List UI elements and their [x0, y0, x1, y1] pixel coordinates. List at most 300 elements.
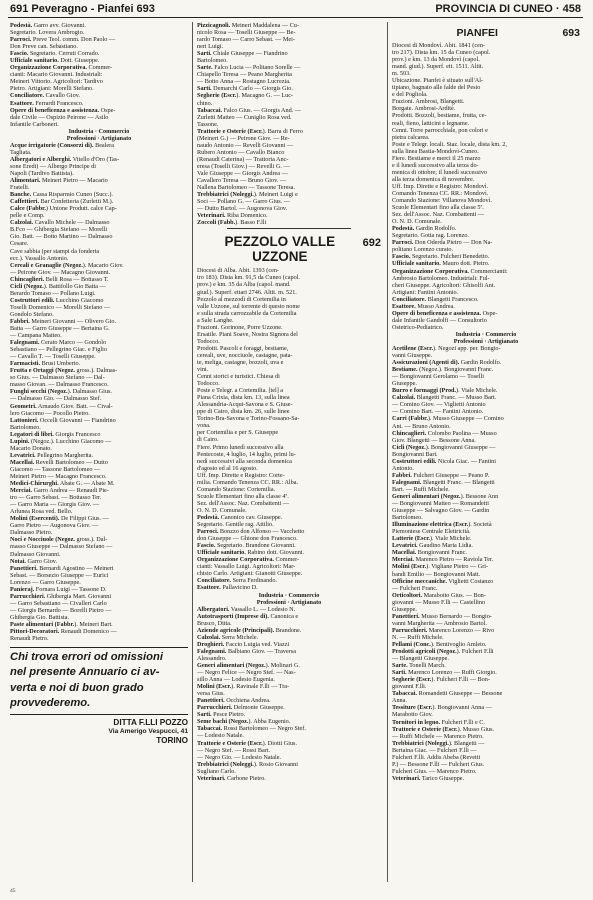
- entry-line: Illuminazione elettrica (Escr.). Società: [392, 521, 492, 529]
- header-rule: [8, 17, 583, 18]
- entry-line: Tagliata.: [10, 148, 32, 156]
- entry-line: Paste alimentari (Fabbr.). Meineri Bart.: [10, 620, 113, 628]
- notice-line: nel presente Annuario ci av-: [10, 666, 160, 679]
- entry-line: e il lunedì successivo alla terza do-: [392, 161, 479, 169]
- entry-line: a Sale Langhe.: [197, 316, 234, 324]
- entry-line: Dalmasso Giovanni.: [10, 550, 61, 558]
- entry-line: Trebbiatrici (Noleggi.). Meineri Luigi e: [197, 191, 298, 199]
- entry-line: Conciliatore. Blangetti Francesco.: [392, 295, 479, 303]
- entry-line: cianti: Vassallo Luigi. Agricoltori: Mar-: [197, 563, 296, 571]
- entry-line: Sarti. Chiale Giuseppe — Fiandrino: [197, 50, 288, 58]
- entry-line: Torino-Bra-Savona e Torino-Fossano-Sa-: [197, 415, 300, 423]
- column-peveragno: [10, 22, 188, 896]
- entry-line: — Peirone Giov. — Macagno Giovanni.: [10, 268, 111, 276]
- entry-line: vanni Giuseppe.: [392, 352, 433, 360]
- entry-line: Macario Donato.: [10, 444, 52, 452]
- entry-line: Cesare.: [10, 240, 29, 248]
- entry-line: Anna.: [392, 697, 407, 705]
- entry-line: Panettieri. Musso Bernardo — Bongio-: [392, 612, 492, 620]
- town-number: 693: [562, 27, 580, 39]
- entry-line: Bartolomeo.: [197, 57, 228, 65]
- entry-line: ppe di Cairo, dista km. 26, sulle linee: [197, 408, 290, 416]
- entry-line: Artigiani: Fantini Antonio.: [392, 288, 459, 296]
- town-heading-pianfei: [392, 27, 580, 39]
- advertiser-address: Via Amerigo Vespucci, 41: [108, 727, 188, 735]
- entry-line: vona.: [197, 422, 211, 430]
- entry-line: alla terza domenica di novembre.: [392, 175, 475, 183]
- entry-line: Lupini. (Negoz.). Lucchino Giacomo —: [10, 437, 112, 445]
- entry-line: O. N. D. Comunale.: [197, 506, 247, 514]
- entry-line: Geometri. Arnaudo Giov. Batt. — Cival-: [10, 402, 113, 410]
- entry-line: tipiano, bagnato alle falde del Pesio: [392, 84, 481, 92]
- entry-line: Sarti. Demarchi Carlo — Giorgis Gio.: [197, 85, 293, 93]
- entry-line: Prodotti. Pascoli e foraggi, bestiame,: [197, 344, 289, 352]
- entry-line: Organizzazione Corporativa. Commer-: [10, 64, 113, 72]
- section-heading: Professioni · Artigianato: [256, 598, 322, 606]
- entry-line: Tessiture (Escr.). Bongiovanni Anna —: [392, 704, 492, 712]
- entry-line: Tornitori in legno. Fulcheri F.lli e C.: [392, 718, 485, 726]
- entry-line: Pittori-Decoratori. Renaudi Domenico —: [10, 628, 117, 636]
- entry-line: Cicli (Negoz.). Battifollo Gio Batta —: [10, 282, 106, 290]
- entry-line: Meineri Vittorio. Agricoltori: Tardivo: [10, 78, 103, 86]
- entry-line: Noci e Nocciuole (Negoz. gross.). Dal-: [10, 536, 108, 544]
- column-divider: [192, 22, 193, 882]
- entry-line: Veterinari. Riba Domenico.: [197, 212, 268, 220]
- section-rule: [227, 228, 351, 229]
- entry-line: Legatori di libri. Giorgis Francesco: [10, 430, 101, 438]
- entry-line: Organizzazione Corporativa. Commer-: [197, 556, 300, 564]
- entries-pezzolo: [197, 267, 381, 781]
- entry-line: so Gius. — Dalmasso Stefano — Dal-: [10, 374, 105, 382]
- entry-line: Segretario. Gentile rag. Attilio.: [197, 521, 274, 529]
- entry-line: Ufficiale sanitario. Dott. Giuseppe.: [10, 57, 100, 65]
- entry-line: Lattonieri. Occelli Giovanni — Fiandrino: [10, 416, 116, 424]
- entry-line: Tabaccai. Rossi Bartolomeo — Negro Stef.: [197, 725, 306, 733]
- entry-line: Ambrosio Bartolomeo. Industriali: Ful-: [392, 274, 490, 282]
- entry-line: nicolo Rosa — Toselli Giuseppe — Be-: [197, 29, 296, 37]
- entry-line: Merciai. Marenco Pietro — Raviola Ter.: [392, 556, 494, 564]
- entry-line: Chiapello Teresa — Peano Margherita: [197, 71, 292, 79]
- entry-line: eresa (Toselli Giov.) — Revelli G. —: [197, 162, 290, 170]
- entry-line: Fascio. Segretario. Fulcheri Benedetto.: [392, 253, 490, 261]
- entry-line: Officine meccaniche. Viglietti Costanzo: [392, 577, 494, 585]
- entry-line: Poste e Telegr. locali. Staz. locale, dista km. 2,: [392, 140, 507, 148]
- entry-line: Chincaglieri. Belli Rosa — Bottasso T.: [10, 275, 109, 283]
- entry-line: Parrucchieri. Marenco Lorenzo — Rivo: [392, 626, 495, 634]
- entry-line: Pellami (Conc.). Bentivoglio Amleto.: [392, 640, 487, 648]
- entry-line: — Bongiovanni Gerolamo — Toselli: [392, 373, 484, 381]
- entry-line: Todocco.: [197, 380, 220, 388]
- entry-line: Trattorie e Osterie (Escr.). Musso Gius.: [392, 725, 495, 733]
- entry-line: Trebbiatrici (Noleggi.). Blangetti —: [392, 739, 485, 747]
- entry-line: sone Eredi) — Albergo Principe di: [10, 162, 96, 170]
- entry-line: Giuseppe.: [392, 380, 417, 388]
- entry-line: versa Gius.: [197, 690, 225, 698]
- entry-line: Falegnami. Blangetti Franc. — Blangetti: [392, 478, 495, 486]
- entry-line: prov.) e km. 13 da Mondovì (capol.: [392, 56, 480, 64]
- running-header-left: 691 Peveragno - Pianfei 693: [10, 3, 155, 15]
- entry-line: reali, fieno, latticini e legname.: [392, 119, 470, 127]
- entry-line: Don Preve can. Sebastiano.: [10, 43, 78, 51]
- entry-line: Zoccoli (Fabb.). Basso F.lli: [197, 219, 267, 227]
- entry-line: Alessandro.: [197, 654, 227, 662]
- entry-line: giovanni F.lli.: [392, 683, 427, 691]
- entry-line: neri Luigi.: [197, 43, 224, 51]
- entry-line: Levatrici. Gaudino Maria Lidia.: [392, 542, 473, 550]
- entry-line: Pietro. Artigiani: Morelli Stefano.: [10, 85, 94, 93]
- entry-line: Aziende agricole (Principali). Brandone.: [197, 626, 302, 634]
- entry-line: Nallena Bartolomeo — Tassone Teresa.: [197, 184, 296, 192]
- entry-line: m. 503.: [392, 70, 411, 78]
- entry-line: Veterinari. Carbone Pietro.: [197, 774, 266, 782]
- entry-line: Fulcheri Gius. — Marenco Pietro.: [392, 767, 477, 775]
- entry-line: — Lodesio Natale.: [197, 732, 244, 740]
- entry-line: Sarti. Marenco Lorenzo — Ruffi Giorgio.: [392, 669, 497, 677]
- entry-line: Albergatori. Vassallo L. — Lodesio N.: [197, 605, 296, 613]
- entry-line: Panettieri. Bernardi Agostino — Meineri: [10, 564, 114, 572]
- entry-line: — Garro Maria — Giorgis Giov. —: [10, 501, 100, 509]
- section-heading: Industria · Commercio: [68, 127, 130, 135]
- entry-line: Renaudi Pietro.: [10, 635, 49, 643]
- entry-line: (Renaudi Caterina) — Trattoria Anc-: [197, 155, 289, 163]
- entry-line: — Negro Felice — Negro Stef. — Nas-: [197, 669, 296, 677]
- entry-line: Falegnami. Cerato Marco — Gondolo: [10, 339, 107, 347]
- entry-line: (Meineri G.) — Peirone Giov. — Re-: [197, 134, 290, 142]
- entry-line: Pentecoste, 4 luglio, 14 luglio, primi lu-: [197, 450, 296, 458]
- entry-line: Piemontese Centrale Elettricità.: [392, 528, 471, 536]
- entry-line: Tabaccai. Romandetti Giuseppe — Bessone: [392, 690, 503, 698]
- entry-line: Medici-Chirurghi. Abate G. — Abate M.: [10, 480, 115, 488]
- entry-line: menica di ottobre; il lunedì successivo: [392, 168, 488, 176]
- entry-line: Sugliano Carlo.: [197, 767, 236, 775]
- entry-line: Trattorie e Osterie (Escr.). Diotti Gius.: [197, 739, 298, 747]
- entry-line: Conciliatore. Serra Ferdinando.: [197, 577, 277, 585]
- entry-line: pelle e Comp.: [10, 212, 45, 220]
- entry-line: Costruttori edili. Nicola Giac. — Fantini: [392, 457, 496, 465]
- entry-line: Rubero Antonio — Cavallo Bianco: [197, 148, 285, 156]
- entry-line: Fabbri. Fulcheri Giuseppe — Peano P.: [392, 471, 490, 479]
- entry-line: Calce (Fabbr.) Unione Produtt. calce Cap-: [10, 205, 117, 213]
- entry-line: Gio. Batt. — Botto Martino — Dalmasso: [10, 233, 113, 241]
- entry-line: — Botto Anna — Rostagno Lucrezia.: [197, 78, 291, 86]
- entry-line: Bartolomeo.: [392, 514, 423, 522]
- entry-line: e sulla strada carrozzabile da Cortemilia: [197, 309, 297, 317]
- town-name: PIANFEI: [456, 27, 498, 39]
- entry-line: Podestà. Garro avv. Giovanni.: [10, 22, 86, 29]
- advertiser-city: TORINO: [156, 735, 188, 745]
- entry-line: Albergatori e Alberghi. Vitello d'Oro (Tas-: [10, 155, 120, 163]
- town-number: 692: [362, 237, 381, 250]
- entry-line: Fiere. Bestiame e merci il 25 marzo: [392, 154, 481, 162]
- entry-line: Calzolai. Blangetti Franc. — Musso Bart.: [392, 394, 497, 402]
- entry-line: chisio Carlo. Artigiani: Gianotti Giuseppe.: [197, 570, 303, 578]
- entry-line: Lorenzo — Garro Giuseppe.: [10, 578, 81, 586]
- entry-line: Vale Giuseppe — Giorgis Andrea —: [197, 169, 288, 177]
- entry-line: Falegnami. Balbiano Giov. — Traversa: [197, 647, 296, 655]
- entry-line: prov.) e km. 35 da Alba (capol. mand.: [197, 281, 291, 289]
- entry-line: Sez. dell'Assoc. Naz. Combattenti —: [197, 499, 290, 507]
- entries-pianfei: [392, 42, 580, 782]
- entry-line: Frazioni. Gorinone, Porre Uzzone.: [197, 323, 283, 331]
- entry-line: Trattorie e Osterie (Escr.). Barra di Ferro: [197, 127, 303, 135]
- entries-peveragno-continued: [197, 22, 381, 226]
- entry-line: bandi Emilio — Bongiovanni Matt.: [392, 570, 481, 578]
- entry-line: Fascio. Segretario. Cerruti Corrado.: [10, 50, 100, 58]
- entry-line: Macellai. Revelli Bartolomeo — Dutto: [10, 458, 108, 466]
- column-divider: [387, 22, 388, 882]
- entry-line: — Cavallo T. — Toselli Giuseppe.: [10, 353, 96, 361]
- entry-line: Veterinari. Tarico Giuseppe.: [392, 774, 465, 782]
- entry-line: Scuole Elementari fino alla classe 5ª.: [392, 204, 484, 212]
- entry-line: Cenni storici e turistici. Chiesa di: [197, 373, 280, 381]
- section-heading: Industria · Commercio: [258, 591, 320, 599]
- entry-line: Comando Tenenza CC. RR.: Mondovì.: [392, 189, 489, 197]
- entry-line: Batta — Garro Giuseppe — Bertaina G.: [10, 325, 110, 333]
- entry-line: cheri Giuseppe. Agricoltori: Ghisolfi Ant.: [392, 281, 496, 289]
- entry-line: Berardo Tomaso — Pollano Luigi.: [10, 289, 96, 297]
- entry-line: Cicli (Negoz.). Bongiovanni Giuseppe —: [392, 443, 496, 451]
- entry-line: Conciliatore. Cavallo Giov.: [10, 92, 80, 100]
- entry-line: Poste e Telegr. a Cortemilia. [tel] a: [197, 387, 284, 395]
- entry-line: Fulcheri F.lli. Addis Abeba (Revetti: [392, 753, 481, 761]
- entry-line: Scuole Elementari fino alla classe 4ª.: [197, 492, 289, 500]
- entry-line: Seme bachi (Negoz.). Abba Eugenio.: [197, 718, 291, 726]
- entry-line: Giuseppe.: [392, 605, 417, 613]
- entry-line: chino.: [197, 99, 213, 107]
- entry-line: Alessandria-Acqui-Savona e S. Giuse-: [197, 401, 293, 409]
- entry-line: d'agosto ed al 16 agosto.: [197, 464, 258, 472]
- entry-line: Giov. Blangetti — Bessone Anna.: [392, 436, 476, 444]
- entry-line: e del Pogliola.: [392, 91, 428, 99]
- section-heading: Industria · Commercio: [455, 330, 517, 338]
- entry-line: Cave sabbia (per stampi da fonderia: [10, 247, 100, 255]
- entry-line: Segretario. Lovera Ambrogio.: [10, 29, 85, 37]
- entry-line: Molini (Esercenti). De Filippi Gius. —: [10, 515, 109, 523]
- entry-line: Uff. Imp. Dirette e Registro: Corte-: [197, 471, 285, 479]
- entry-line: Cavallero Teresa — Bruno Giov. —: [197, 177, 287, 185]
- entry-line: Esattore. Pallavicino D.: [197, 584, 258, 592]
- entry-line: Acetilene (Escr.). Negozi app. per. Bongio-: [392, 345, 501, 353]
- entry-line: dale Infantile Gandolfi — Consultorio: [392, 316, 487, 324]
- entry-line: Opere di beneficenza e assistenza. Ospe-: [10, 106, 116, 114]
- entry-line: — Blangetti Giuseppe.: [392, 655, 449, 663]
- entry-line: Farmacisti. Brusi Umberto.: [10, 360, 81, 368]
- entry-line: — Bongiovanni Matteo — Romandetti: [392, 500, 489, 508]
- entry-line: Alimentari. Meineri Pietro — Macario: [10, 177, 108, 185]
- entry-line: masso Giovan. — Dalmasso Francesco.: [10, 381, 109, 389]
- entry-line: Segretario. Gotta rag. Lorenzo.: [392, 232, 469, 240]
- entry-line: Bartolomeo.: [10, 423, 41, 431]
- entry-line: Funghi secchi (Negoz.). Dalmasso Gius.: [10, 388, 112, 396]
- entry-line: Bart. — Ruffi Michele.: [392, 485, 450, 493]
- entry-line: Tabaccai. Falco Gius. — Giorgis And. —: [197, 106, 301, 114]
- entry-line: dale Civile — Ospizio Peirone — Asilo: [10, 113, 109, 121]
- entry-line: Parroci. Preve Teol. comm. Don Paolo —: [10, 36, 116, 44]
- column-pianfei: [392, 22, 580, 896]
- entry-line: Meineri Pietro — Macagno Francesco.: [10, 473, 107, 480]
- entry-line: Parroci. Bonzzo don Alfonso — Vacchetto: [197, 528, 305, 536]
- entry-line: Sarte. Falco Lucia — Politano Sorelle —: [197, 64, 301, 72]
- entry-line: don Giuseppe — Ghione don Francesco.: [197, 535, 298, 543]
- entry-line: Droghieri. Faccio Luigia ved. Viazzi: [197, 640, 290, 648]
- notice-rule: [10, 647, 188, 648]
- entry-line: politano Lorenzo curato.: [392, 246, 453, 254]
- entry-line: cereali, uve, nocciuole, castagne, pata-: [197, 351, 293, 359]
- entry-line: Calzolai. Serra Michele.: [197, 633, 259, 641]
- entry-line: Prodotti. Bozzoli, bestiame, frutta, ce-: [392, 112, 487, 120]
- entry-line: Comando Stazione: Villanova Mondovì.: [392, 197, 492, 205]
- entry-line: Podestà. Gardin Rodolfo.: [392, 225, 457, 233]
- entries-peveragno: [10, 22, 188, 642]
- entry-line: Fascio. Segretario. Brandone Giovanni.: [197, 542, 296, 550]
- entry-line: Diocesi di Alba. Abit. 1393 (cen-: [197, 267, 279, 275]
- entry-line: Chincaglieri. Colombo Paolina — Musso: [392, 429, 497, 437]
- running-header-right: PROVINCIA DI CUNEO · 458: [435, 3, 581, 15]
- entry-line: Uff. Imp. Dirette e Registro: Mondovì.: [392, 182, 489, 190]
- entry-line: Giuseppe — Salvagno Giov. — Gardin: [392, 507, 490, 515]
- entry-line: giud.). Superf. ettari 2746. Altit. m. 521.: [197, 288, 297, 296]
- entry-line: Caffettieri. Bar Confetteria (Zurletti M.).: [10, 198, 114, 206]
- entry-line: Merciai. Garro Andrea — Renaudi Pie-: [10, 487, 109, 495]
- entry-line: B.Fco — Ghibergia Stefano — Morelli: [10, 226, 108, 234]
- entry-line: sillo Anna — Lodesio Eugenia.: [197, 676, 275, 684]
- entry-line: Segherie (Escr.). Macagno G. — Luc-: [197, 92, 293, 100]
- entry-line: Giacomo — Tassone Bartolomeo —: [10, 465, 101, 473]
- entry-line: Parrucchieri. Ghibergia Mart. Giovanni: [10, 592, 112, 600]
- notice-line: verta e noi di buon grado: [10, 681, 144, 694]
- entry-line: Parrucchieri. Delmonte Giuseppe.: [197, 704, 285, 712]
- town-name: PEZZOLO VALLE UZZONE: [224, 234, 336, 265]
- entry-line: P.) — Bessone F.lli — Fulcheri Gius.: [392, 760, 485, 768]
- entry-line: Diocesi di Mondovì. Abit. 1841 (cen-: [392, 42, 485, 49]
- entry-line: Sarte. Tonelli March.: [392, 662, 446, 670]
- entry-line: di Cairo.: [197, 436, 219, 444]
- entry-line: Soci — Pollano G. — Garro Gius. —: [197, 198, 290, 206]
- entry-line: Panettieri. Occhiena Andrea.: [197, 697, 271, 705]
- advertiser-name: DITTA F.LLI POZZO: [113, 717, 188, 727]
- entry-line: valle Uzzone, sul torrente di questo nome: [197, 302, 300, 310]
- entry-line: Sebast. — Borsezio Giuseppe — Eurici: [10, 571, 109, 579]
- entry-line: Ubicazione. Pianfei è situato sull'Al-: [392, 77, 483, 85]
- entry-line: Ufficiale sanitario. Mauro dott. Pietro.: [392, 260, 490, 268]
- entry-line: — Giorgis Bernardo — Borelli Pietro —: [10, 606, 112, 614]
- entry-line: giovanni — Musso F.lli — Castellino: [392, 598, 486, 606]
- entry-line: — Garro Sebastiano — Civalleri Carlo: [10, 599, 107, 607]
- entry-line: Molini (Escr.). Vigliane Pietro — Gri-: [392, 563, 489, 571]
- entry-line: Latterie (Escr.). Viale Michele.: [392, 535, 472, 543]
- entry-line: Parroci. Don Oderda Pietro — Don Na-: [392, 239, 493, 247]
- entry-line: Macellai. Bongiovanni Franc.: [392, 549, 467, 557]
- entry-line: Ufficiale sanitario. Rabino dott. Giovanni.: [197, 549, 305, 557]
- section-heading: Professioni · Artigianato: [66, 134, 132, 142]
- entry-line: naudo Antonio — Revelli Giovanni —: [197, 141, 294, 149]
- entry-line: Sez. dell'Assoc. Naz. Combattenti —: [392, 211, 485, 219]
- entry-line: Garro Pietro — Augonova Giov. —: [10, 522, 99, 530]
- entry-line: — Dalmasso Gio. — Dalmasso Stef.: [10, 395, 102, 403]
- entry-line: Carri (Fabbr.). Musso Giuseppe — Comino: [392, 415, 504, 423]
- entry-line: Sarti. Pesce Pietro.: [197, 711, 246, 719]
- entry-line: Zurletti Matteo — Cuniglio Rosa ved.: [197, 113, 292, 121]
- entry-line: Fiere. Primo lunedì successivo alla: [197, 443, 284, 451]
- entry-line: Segherie (Escr.). Fulcheri F.lli — Bon-: [392, 676, 490, 684]
- entry-line: tro 217). Dista km. 15 da Cuneo (capol.: [392, 49, 491, 57]
- entry-line: sulla linea Bastia-Mondovì-Cuneo.: [392, 147, 479, 155]
- entry-line: nedì successivi alla seconda domenica: [197, 457, 292, 465]
- entry-line: Trebbiatrici (Noleggi.). Rosio Giovanni: [197, 760, 298, 768]
- entry-line: Ersatile. Piani Soave, Nostra Signora del: [197, 330, 298, 338]
- entry-line: vini.: [197, 366, 209, 374]
- entry-line: — Comino Bart. — Fantini Antonio.: [392, 408, 484, 416]
- entry-line: Acque irrigatorie (Consorzi di). Bealera: [10, 141, 114, 149]
- entry-line: Generi alimentari (Negoz.). Molinari G.: [197, 661, 300, 669]
- entry-line: Tassone.: [197, 120, 219, 128]
- ad-rule: [10, 714, 188, 715]
- entry-line: Notai. Garro Giov.: [10, 557, 58, 565]
- entry-line: Molini (Escr.). Ravinale F.lli — Tra-: [197, 683, 290, 691]
- entry-line: O. N. D. Comunale.: [392, 218, 442, 226]
- entry-line: Sebastiano — Pellegrino Giac. e Figlio: [10, 346, 107, 354]
- entry-line: Generi alimentari (Negoz.). Bessone Ann: [392, 493, 499, 500]
- entry-line: Fratelli.: [10, 184, 30, 192]
- entry-line: — Dutto Bartol. — Augonova Giov.: [197, 205, 288, 213]
- entry-line: Borgate. Ambrosi-Arditè.: [392, 105, 456, 113]
- page-footnote: 45: [10, 888, 16, 894]
- entry-line: Levatrici. Pellegrino Margherita.: [10, 451, 94, 459]
- entry-line: Prodotti agricoli (Negoz.). Fulcheri F.lli: [392, 648, 494, 656]
- entry-line: Brusco, Ditta.: [197, 619, 232, 627]
- entry-line: Fabbri. Meineri Giovanni — Olivero Gio.: [10, 317, 117, 325]
- entry-line: — Fulcheri Franc.: [392, 584, 438, 592]
- entry-line: per Cortemilia e per S. Giuseppe: [197, 429, 279, 437]
- entry-line: Organizzazione Corporativa. Commercianti:: [392, 267, 508, 275]
- entry-line: Opere di beneficenza e assistenza. Ospe-: [392, 309, 498, 317]
- entry-line: N. — Ruffi Michele.: [392, 633, 444, 641]
- notice-line: Chi trova errori od omissioni: [10, 651, 163, 664]
- column-pezzolo: [197, 22, 381, 896]
- entry-line: Bertaina Giac. — Fulcheri F.lli —: [392, 746, 477, 754]
- entry-line: pietra calcarea.: [392, 133, 430, 141]
- entry-line: Esattore. Musso Andrea.: [392, 302, 455, 310]
- entry-line: — Negro Stef. — Rossi Bart.: [197, 746, 271, 754]
- entry-line: vanni Margherita — Ambrosio Bartol.: [392, 619, 487, 627]
- entry-line: — Comino Giov. — Viglietti Antonio: [392, 401, 486, 409]
- entry-line: ecc.). Vassallo Antonio.: [10, 254, 69, 262]
- entry-line: Burro e formaggi (Prod.). Viale Michele.: [392, 387, 498, 395]
- notice-line: provvederemo.: [10, 696, 91, 709]
- entry-line: — Ruffi Michele — Marenco Pietro.: [392, 732, 484, 740]
- entry-line: Dalmasso Pietro.: [10, 529, 53, 537]
- entry-line: Gondolo Stefano.: [10, 310, 54, 318]
- entry-line: Bestiame. (Negoz.). Bongiovanni Franc.: [392, 366, 494, 374]
- entry-line: Bongiovanni Bart.: [392, 450, 438, 458]
- section-heading: Professioni · Artigianato: [453, 337, 519, 345]
- entry-line: rardo Tomaso — Carro Sebast. — Mei-: [197, 36, 295, 44]
- entry-line: Pezzolo al mezzodì di Cortemilia in: [197, 295, 286, 303]
- entry-line: Toselli Domenico — Morelli Stefano —: [10, 303, 111, 311]
- entry-line: Ant. — Bruno Antonio.: [392, 422, 451, 430]
- entry-line: Esattore. Ferrardi Francesco.: [10, 99, 84, 107]
- entry-line: Todocco.: [197, 337, 220, 345]
- entry-line: Cenni. Torre parrocchiale, pon colori e: [392, 126, 488, 134]
- entry-line: tro — Garro Sebast. — Bottasso Ter.: [10, 494, 102, 502]
- entry-line: cianti: Macario Giovanni. Industriali:: [10, 71, 103, 79]
- entry-line: Ghibergia Gio. Battista.: [10, 613, 70, 621]
- entry-line: Banche. Cassa Risparmio Cuneo (Succ.).: [10, 191, 113, 199]
- entry-line: Costruttori edili. Lucchino Giacomo: [10, 296, 104, 304]
- town-heading-pezzolo: [197, 234, 381, 264]
- entry-line: Frazioni. Ambrosi, Blangetti.: [392, 98, 465, 106]
- entry-line: Marabotto Giov.: [392, 711, 433, 719]
